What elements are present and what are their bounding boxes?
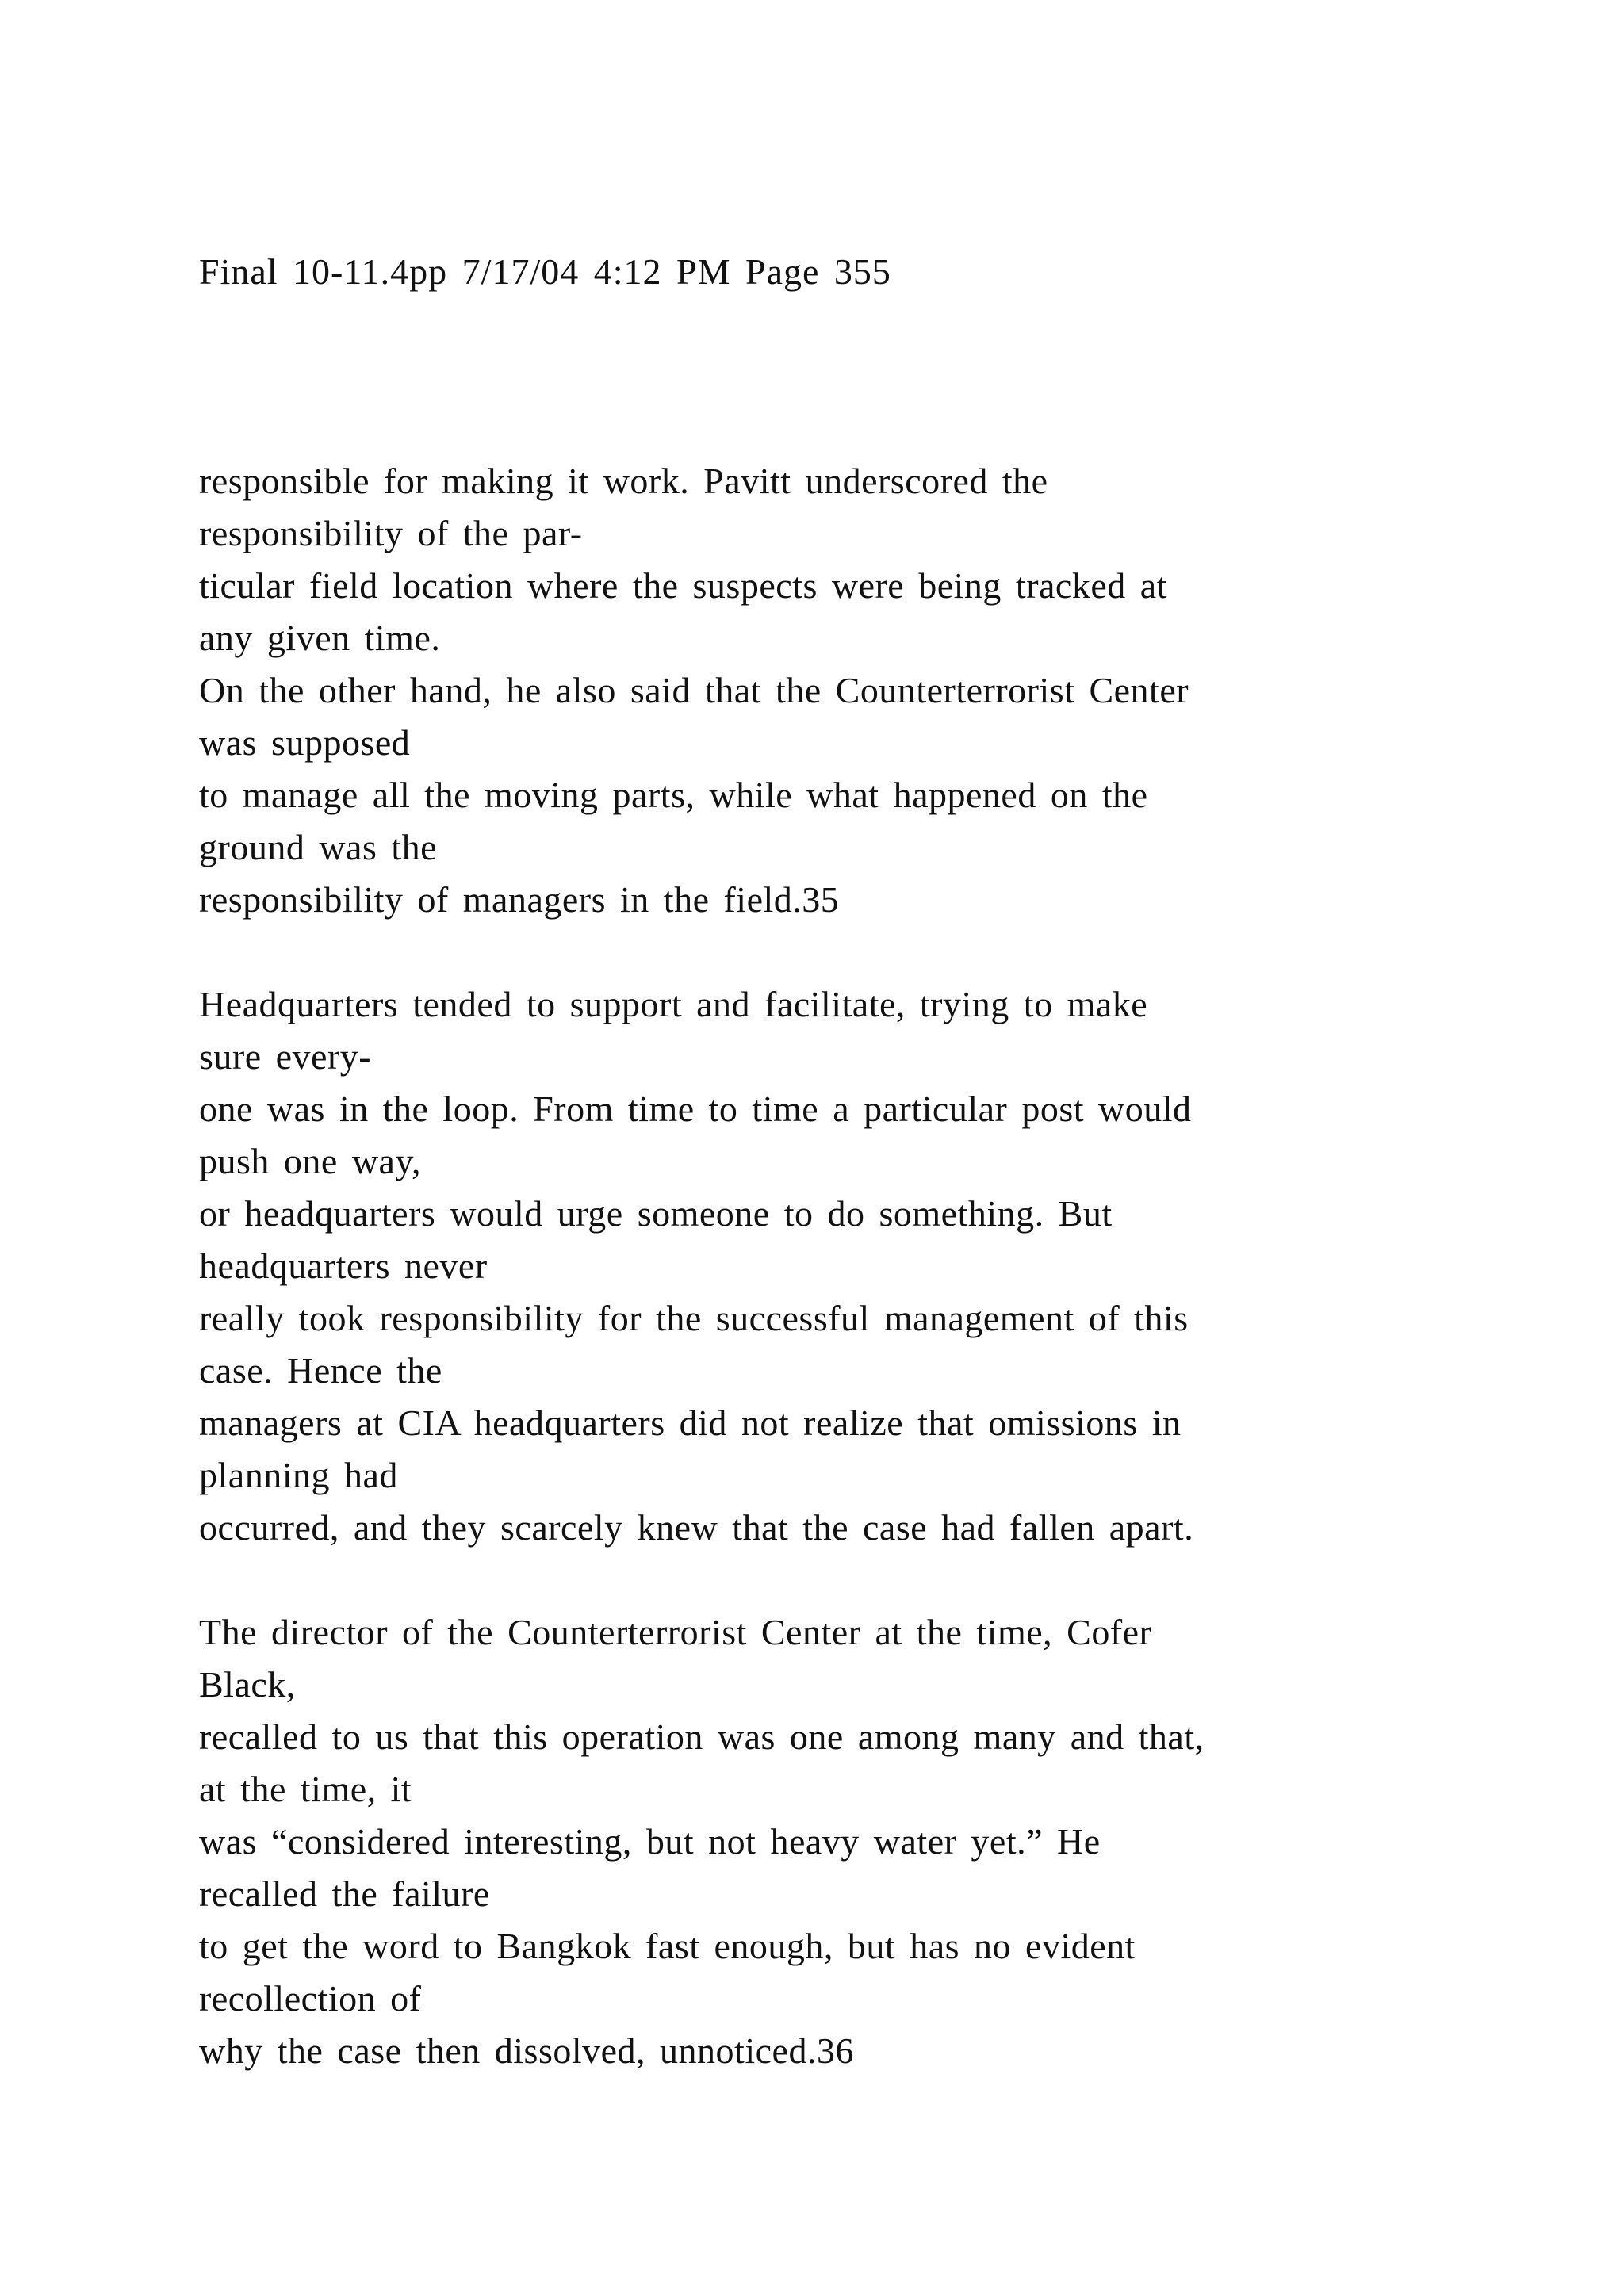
text-line: On the other hand, he also said that the Counterterrorist Center (199, 670, 1189, 710)
text-line: to manage all the moving parts, while what happened on the (199, 775, 1148, 815)
body-text (199, 455, 1507, 2077)
text-line: Headquarters tended to support and facilitate, trying to make (199, 984, 1148, 1024)
text-line: headquarters never (199, 1246, 488, 1286)
text-line: ticular field location where the suspects were being tracked at (199, 565, 1167, 606)
text-line: responsibility of the par- (199, 513, 583, 553)
text-line: why the case then dissolved, unnoticed.36 (199, 2030, 854, 2071)
text-line: ground was the (199, 827, 438, 867)
text-line: recollection of (199, 1978, 422, 2019)
paragraph-2 (199, 978, 1507, 1554)
text-line: occurred, and they scarcely knew that the case had fallen apart. (199, 1507, 1194, 1548)
page-header: Final 10-11.4pp 7/17/04 4:12 PM Page 355 (199, 251, 891, 292)
text-line: was “considered interesting, but not heavy water yet.” He (199, 1821, 1101, 1862)
text-line: to get the word to Bangkok fast enough, but has no evident (199, 1926, 1136, 1966)
text-line: Black, (199, 1664, 296, 1705)
text-line: really took responsibility for the successful management of this (199, 1298, 1189, 1338)
text-line: at the time, it (199, 1769, 412, 1809)
paragraph-1 (199, 455, 1507, 926)
text-line: push one way, (199, 1141, 421, 1181)
text-line: or headquarters would urge someone to do something. But (199, 1193, 1113, 1234)
text-line: recalled the failure (199, 1873, 490, 1914)
text-line: The director of the Counterterrorist Center at the time, Cofer (199, 1612, 1152, 1652)
text-line: planning had (199, 1455, 398, 1495)
text-line: any given time. (199, 618, 441, 658)
text-line: case. Hence the (199, 1350, 442, 1391)
paragraph-gap (199, 1554, 1507, 1606)
paragraph-gap (199, 926, 1507, 978)
paragraph-3 (199, 1606, 1507, 2077)
text-line: sure every- (199, 1036, 372, 1077)
text-line: managers at CIA headquarters did not realize that omissions in (199, 1402, 1182, 1443)
text-line: recalled to us that this operation was one among many and that, (199, 1716, 1205, 1757)
text-line: one was in the loop. From time to time a particular post would (199, 1089, 1192, 1129)
text-line: responsibility of managers in the field.35 (199, 879, 840, 920)
text-line: responsible for making it work. Pavitt underscored the (199, 461, 1048, 501)
text-line: was supposed (199, 722, 411, 763)
